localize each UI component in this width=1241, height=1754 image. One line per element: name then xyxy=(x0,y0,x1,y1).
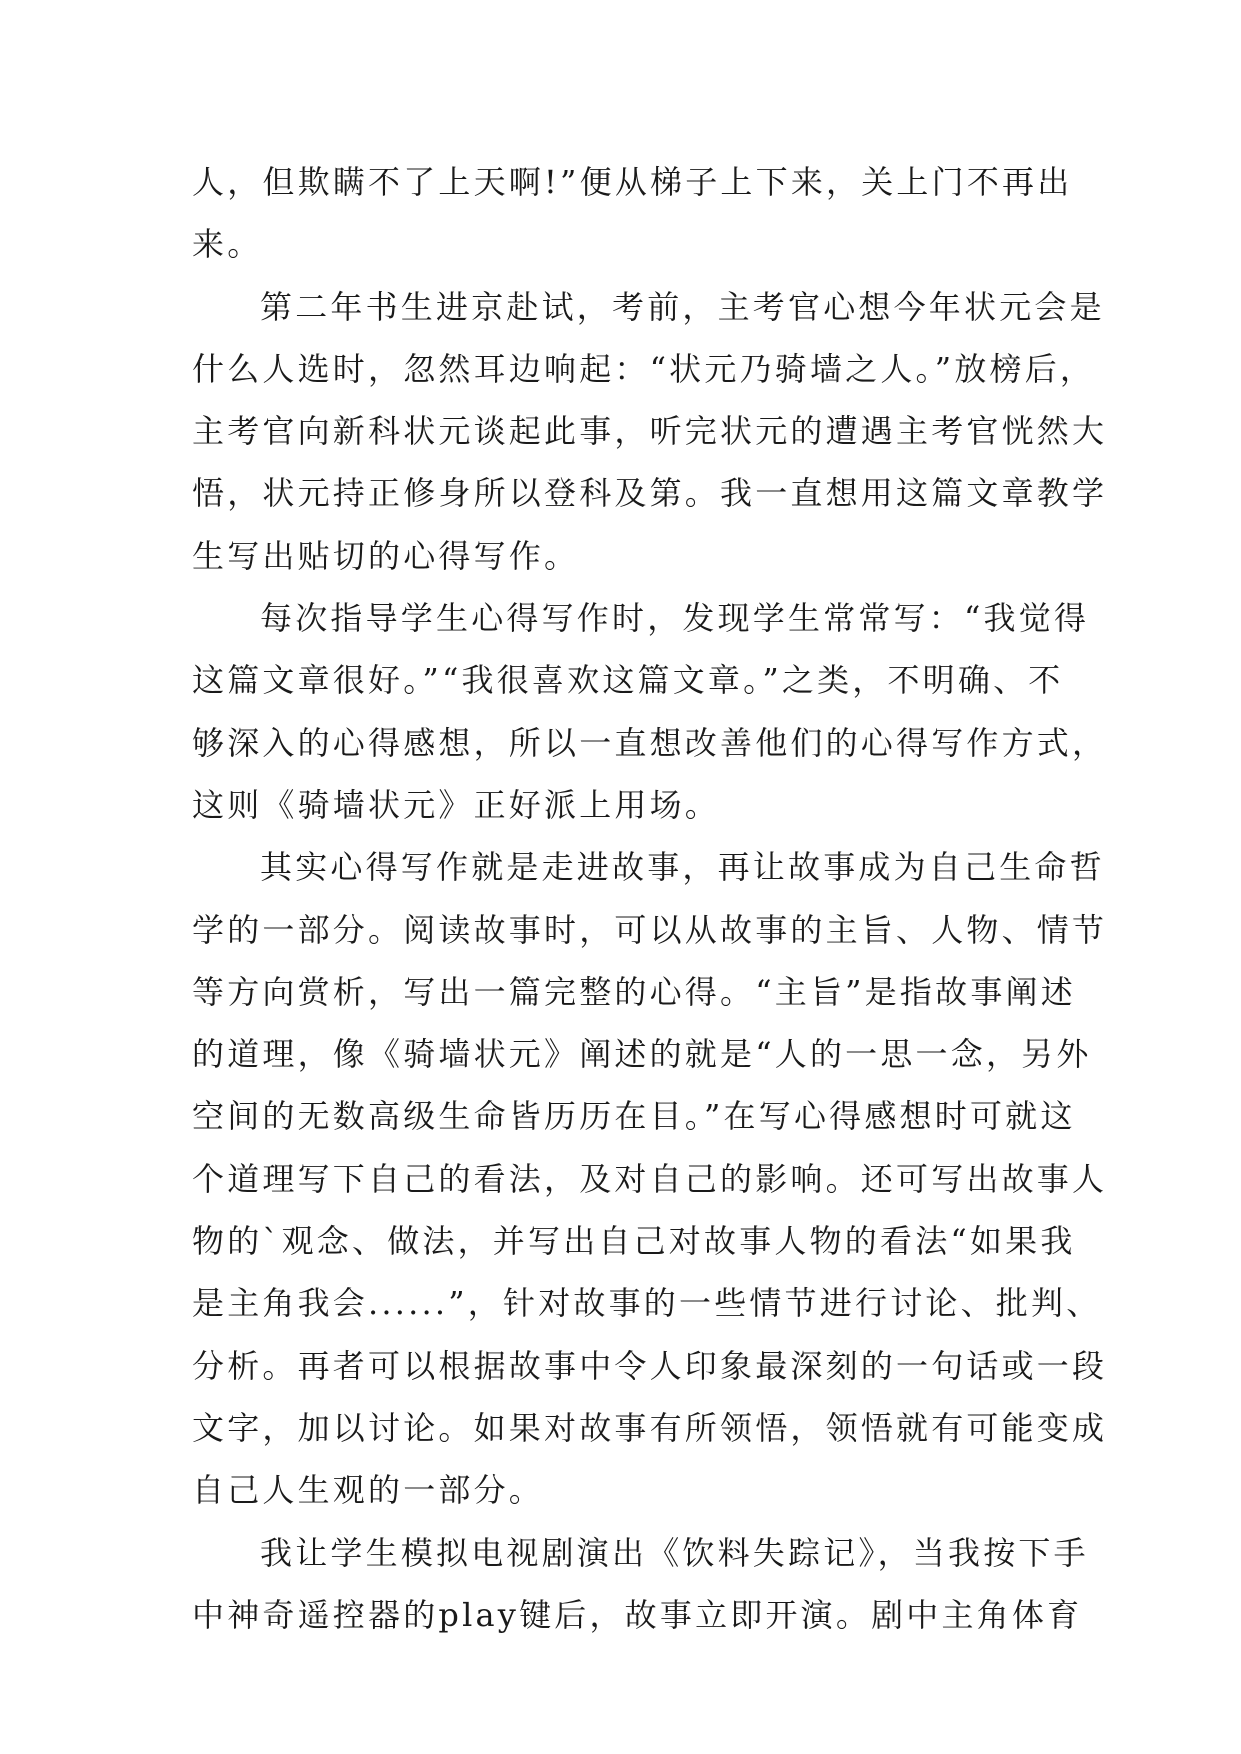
text-line: 个道理写下自己的看法，及对自己的影响。还可写出故事人 xyxy=(192,1159,1108,1198)
body-text xyxy=(192,151,1108,1646)
text-line: 文字，加以讨论。如果对故事有所领悟，领悟就有可能变成 xyxy=(192,1408,1108,1447)
text-line: 等方向赏析，写出一篇完整的心得。“主旨”是指故事阐述 xyxy=(192,972,1076,1011)
text-line: 悟，状元持正修身所以登科及第。我一直想用这篇文章教学 xyxy=(192,474,1108,513)
text-line: 空间的无数高级生命皆历历在目。”在写心得感想时可就这 xyxy=(192,1097,1076,1136)
paragraph-first-line: 其实心得写作就是走进故事，再让故事成为自己生命哲 xyxy=(260,848,1105,887)
text-line: 主考官向新科状元谈起此事，听完状元的遭遇主考官恍然大 xyxy=(192,412,1108,451)
paragraph-first-line: 我让学生模拟电视剧演出《饮料失踪记》，当我按下手 xyxy=(260,1533,1089,1572)
text-line: 这篇文章很好。”“我很喜欢这篇文章。”之类，不明确、不 xyxy=(192,661,1064,700)
text-line: 什么人选时，忽然耳边响起：“状元乃骑墙之人。”放榜后， xyxy=(192,349,1096,388)
text-line: 人，但欺瞒不了上天啊!”便从梯子上下来，关上门不再出 xyxy=(192,163,1073,201)
text-line: 够深入的心得感想，所以一直想改善他们的心得写作方式， xyxy=(192,723,1108,762)
text-line: 生写出贴切的心得写作。 xyxy=(192,536,580,575)
paragraph-first-line: 第二年书生进京赴试，考前，主考官心想今年状元会是 xyxy=(260,287,1105,326)
text-line: 学的一部分。阅读故事时，可以从故事的主旨、人物、情节 xyxy=(192,910,1108,949)
text-line: 分析。再者可以根据故事中令人印象最深刻的一句话或一段 xyxy=(192,1346,1108,1385)
paragraph-first-line: 每次指导学生心得写作时，发现学生常常写：“我觉得 xyxy=(260,599,1090,638)
text-line: 中神奇遥控器的play键后，故事立即开演。剧中主角体育 xyxy=(192,1595,1083,1634)
text-line: 的道理，像《骑墙状元》阐述的就是“人的一思一念，另外 xyxy=(192,1035,1092,1074)
text-line: 是主角我会......”，针对故事的一些情节进行讨论、批判、 xyxy=(192,1284,1102,1323)
text-line: 物的`观念、做法，并写出自己对故事人物的看法“如果我 xyxy=(192,1222,1076,1261)
text-line: 这则《骑墙状元》正好派上用场。 xyxy=(192,785,721,824)
text-line: 自己人生观的一部分。 xyxy=(192,1471,545,1510)
text-line: 来。 xyxy=(192,225,263,264)
